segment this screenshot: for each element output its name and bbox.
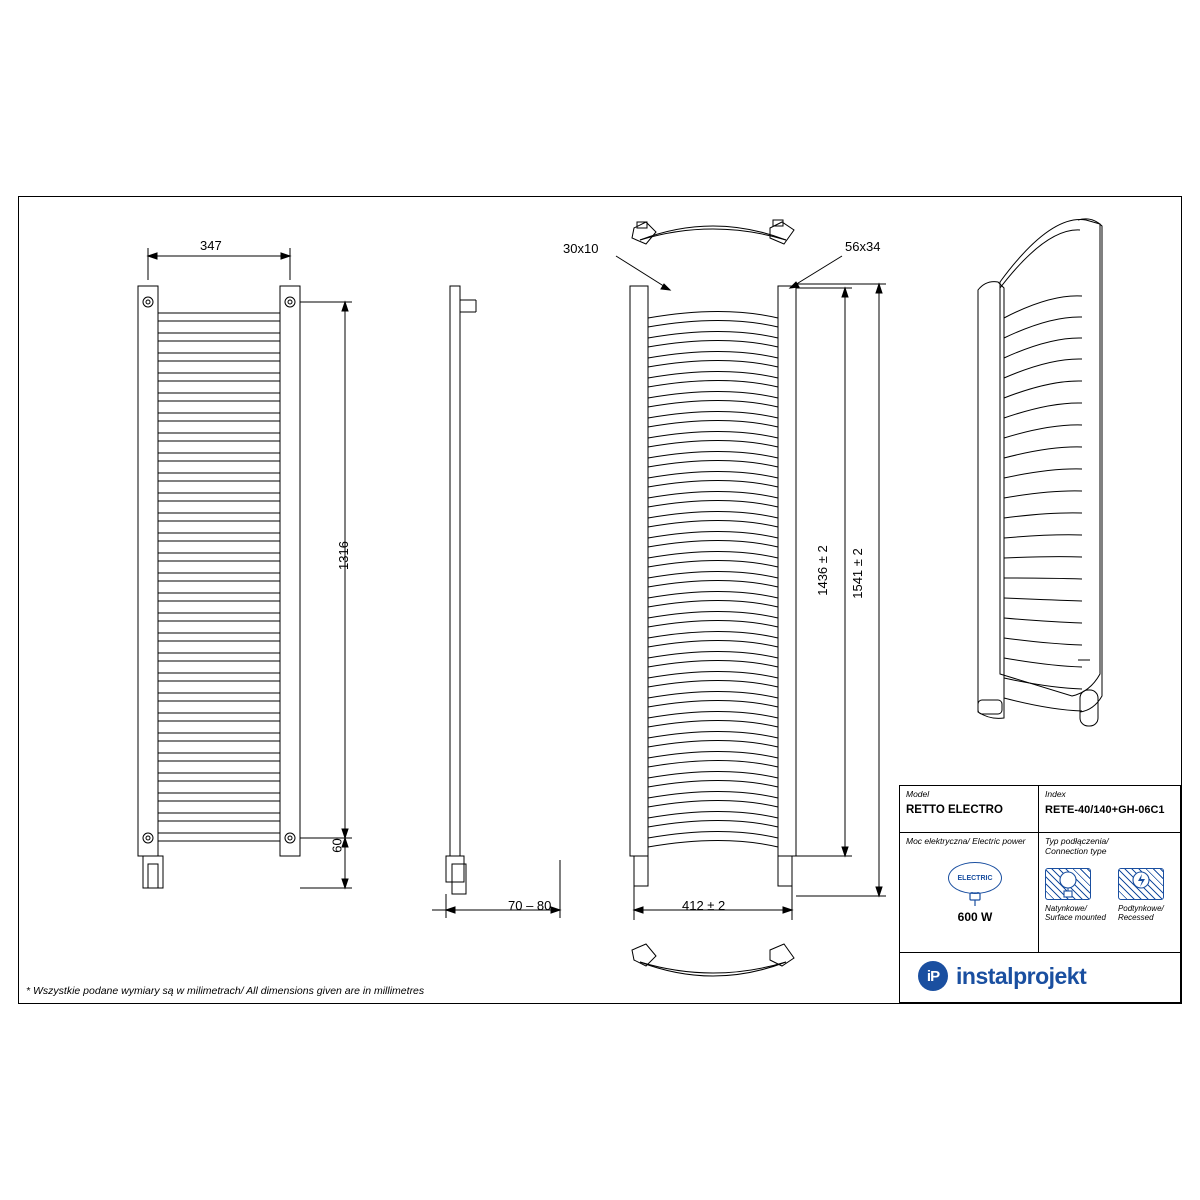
electric-icon <box>948 862 1002 894</box>
electric-badge <box>906 862 1044 924</box>
index-cell <box>1039 786 1194 819</box>
model-value: RETTO ELECTRO <box>906 804 1003 816</box>
electric-power-value: 600 W <box>957 910 993 924</box>
dimension-bracket-large: 56x34 <box>845 239 881 254</box>
index-label: Index <box>1045 789 1066 799</box>
electric-power-cell <box>900 833 1050 957</box>
recessed-icon <box>1118 868 1164 900</box>
surface-mounted-icon <box>1045 868 1091 900</box>
dimension-height-center: 1316 <box>335 541 351 570</box>
plug-icon <box>964 892 986 908</box>
model-label: Model <box>906 789 930 799</box>
electric-badge-text: ELECTRIC <box>957 874 993 882</box>
instalprojekt-mark: iP <box>918 961 948 991</box>
dimension-width-curved: 412 ± 2 <box>682 898 726 913</box>
recessed-caption-en: Recessed <box>1117 913 1154 923</box>
dimension-height-brackets: 1436 ± 2 <box>814 545 830 596</box>
model-cell <box>900 786 1050 819</box>
dimension-width-top: 347 <box>200 238 222 253</box>
units-footnote: * Wszystkie podane wymiary są w milimetrach/ All dimensions given are in millimetres <box>26 985 425 997</box>
dimension-bottom-offset: 60 <box>329 838 345 853</box>
connection-type-label: Typ podłączenia/ <box>1045 836 1109 846</box>
connection-option-surface <box>1045 868 1106 922</box>
electric-power-label: Moc elektryczna/ Electric power <box>906 836 1026 846</box>
connection-type-cell <box>1039 833 1194 957</box>
dimension-height-total: 1541 ± 2 <box>849 548 865 599</box>
dimension-bracket-small: 30x10 <box>563 241 599 256</box>
surface-mounted-caption: Natynkowe/ <box>1045 904 1087 913</box>
instalprojekt-wordmark: instalprojekt <box>956 962 1087 989</box>
index-value: RETE-40/140+GH-06C1 <box>1045 804 1165 816</box>
connection-option-recessed <box>1118 868 1164 922</box>
brand-logo <box>900 950 1180 1002</box>
title-block <box>899 785 1181 1003</box>
recessed-caption: Podtynkowe/ <box>1117 904 1164 913</box>
connection-type-label-en: Connection type <box>1045 846 1107 856</box>
dimension-depth: 70 – 80 <box>508 898 552 913</box>
surface-mounted-caption-en: Surface mounted <box>1045 913 1106 923</box>
